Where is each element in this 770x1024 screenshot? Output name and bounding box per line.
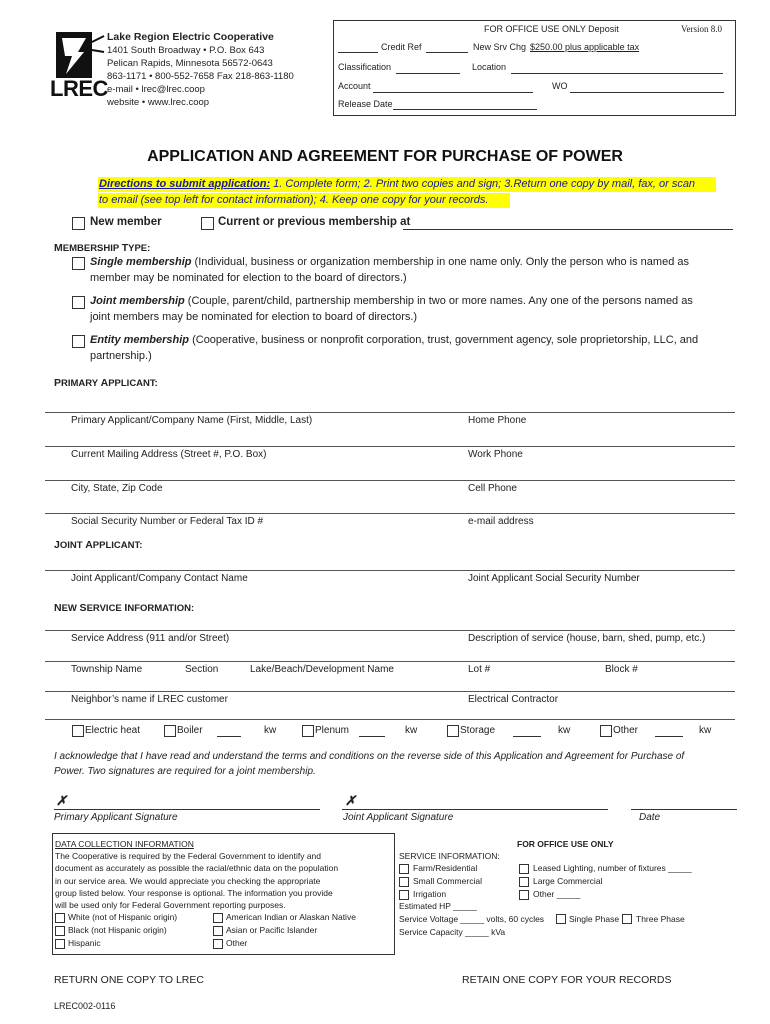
office-use-box <box>333 20 736 116</box>
release-date-label: Release Date <box>338 99 393 109</box>
plenum-label: Plenum <box>315 725 349 736</box>
storage-label: Storage <box>460 725 496 736</box>
service-voltage-label: Service Voltage _____ volts, 60 cycles <box>399 914 545 924</box>
joint-membership-line1: Joint membership (Couple, parent/child, partnership membership in two or more names. Any one of the persons named as <box>90 295 693 307</box>
date-line[interactable] <box>631 809 737 810</box>
entity-membership-line2: partnership.) <box>90 350 152 362</box>
retain-copy-label: RETAIN ONE COPY FOR YOUR RECORDS <box>462 974 672 986</box>
home-phone-label: Home Phone <box>468 415 527 426</box>
primary-name-label: Primary Applicant/Company Name (First, Middle, Last) <box>71 415 313 426</box>
boiler-kw: kw <box>264 725 277 736</box>
dc-text-3: in our service area. We would appreciate you checking the appropriate <box>55 876 321 886</box>
page-title: APPLICATION AND AGREEMENT FOR PURCHASE OF POWER <box>147 148 623 165</box>
mailing-address-label: Current Mailing Address (Street #, P.O. Box) <box>71 449 267 460</box>
current-membership-label: Current or previous membership at <box>218 216 411 228</box>
org-name: Lake Region Electric Cooperative <box>107 31 274 43</box>
acknowledge-line2: Power. Two signatures are required for a joint membership. <box>54 766 316 777</box>
org-email: e-mail • lrec@lrec.coop <box>107 84 205 95</box>
office-bottom-heading: FOR OFFICE USE ONLY <box>517 839 614 849</box>
other-kw: kw <box>699 725 712 736</box>
service-info-label: SERVICE INFORMATION: <box>399 851 500 861</box>
office-other-checkbox[interactable] <box>519 890 529 900</box>
single-phase-label: Single Phase <box>569 914 620 924</box>
joint-ssn-label: Joint Applicant Social Security Number <box>468 573 640 584</box>
three-phase-label: Three Phase <box>636 914 685 924</box>
farm-label: Farm/Residential <box>413 863 478 873</box>
new-srv-chg-value: $250.00 plus applicable tax <box>530 42 640 52</box>
other-heat-label: Other <box>613 725 639 736</box>
email-label: e-mail address <box>468 516 534 527</box>
small-comm-checkbox[interactable] <box>399 877 409 887</box>
dc-text-4: group listed below. Your response is optional. The information you provide <box>55 888 333 898</box>
cell-phone-label: Cell Phone <box>468 483 517 494</box>
dc-text-5: will be used only for Federal Government reporting purposes. <box>55 900 286 910</box>
ssn-label: Social Security Number or Federal Tax ID # <box>71 516 264 527</box>
amind-checkbox[interactable] <box>213 913 223 923</box>
large-comm-checkbox[interactable] <box>519 877 529 887</box>
black-checkbox[interactable] <box>55 926 65 936</box>
neighbor-label: Neighbor’s name if LREC customer <box>71 694 228 705</box>
small-comm-label: Small Commercial <box>413 876 482 886</box>
plenum-checkbox[interactable] <box>302 725 314 737</box>
joint-x-mark: ✗ <box>345 793 356 808</box>
primary-signature-label: Primary Applicant Signature <box>54 812 178 823</box>
office-use-title: FOR OFFICE USE ONLY Deposit <box>484 24 619 34</box>
office-other-label: Other _____ <box>533 889 581 899</box>
new-member-label: New member <box>90 216 162 228</box>
lot-label: Lot # <box>468 664 491 675</box>
service-capacity-label: Service Capacity _____ kVa <box>399 927 506 937</box>
primary-x-mark: ✗ <box>56 793 67 808</box>
current-membership-line[interactable] <box>403 229 733 230</box>
org-phones: 863-1171 • 800-552-7658 Fax 218-863-1180 <box>107 71 294 82</box>
asian-checkbox[interactable] <box>213 926 223 936</box>
directions-line1: 1. Complete form; 2. Print two copies and sign; 3.Return one copy by mail, fax, or scan <box>270 178 696 190</box>
classification-label: Classification <box>338 62 392 72</box>
electric-heat-checkbox[interactable] <box>72 725 84 737</box>
white-checkbox[interactable] <box>55 913 65 923</box>
amind-label: American Indian or Alaskan Native <box>226 912 356 922</box>
service-address-label: Service Address (911 and/or Street) <box>71 633 230 644</box>
dc-text-1: The Cooperative is required by the Federal Government to identify and <box>55 851 322 861</box>
city-state-zip-label: City, State, Zip Code <box>71 483 163 494</box>
membership-type-heading: MEMBERSHIP TYPE: <box>54 242 151 254</box>
return-copy-label: RETURN ONE COPY TO LREC <box>54 974 204 986</box>
three-phase-checkbox[interactable] <box>622 914 632 924</box>
leased-lighting-checkbox[interactable] <box>519 864 529 874</box>
electric-heat-label: Electric heat <box>85 725 141 736</box>
entity-membership-line1: Entity membership (Cooperative, business or nonprofit corporation, trust, government agency, sole proprietorship, LLC, and <box>90 334 699 346</box>
contractor-label: Electrical Contractor <box>468 694 559 705</box>
plenum-kw: kw <box>405 725 418 736</box>
storage-kw: kw <box>558 725 571 736</box>
single-membership-checkbox[interactable] <box>72 257 85 270</box>
joint-applicant-heading: JOINT APPLICANT: <box>54 539 143 551</box>
location-label: Location <box>472 62 507 72</box>
org-website: website • www.lrec.coop <box>107 97 210 108</box>
directions-text-1 <box>99 178 695 190</box>
joint-signature-label: Joint Applicant Signature <box>343 812 454 823</box>
boiler-label: Boiler <box>177 725 203 736</box>
other-heat-checkbox[interactable] <box>600 725 612 737</box>
section-label: Section <box>185 664 219 675</box>
joint-name-label: Joint Applicant/Company Contact Name <box>71 573 248 584</box>
directions-line2: to email (see top left for contact information); 4. Keep one copy for your records. <box>99 194 489 206</box>
storage-checkbox[interactable] <box>447 725 459 737</box>
block-label: Block # <box>605 664 638 675</box>
org-address1: 1401 South Broadway • P.O. Box 643 <box>107 45 265 56</box>
township-label: Township Name <box>71 664 143 675</box>
date-label: Date <box>639 812 661 823</box>
lake-label: Lake/Beach/Development Name <box>250 664 394 675</box>
asian-label: Asian or Pacific Islander <box>226 925 318 935</box>
entity-membership-checkbox[interactable] <box>72 335 85 348</box>
acknowledge-line1: I acknowledge that I have read and understand the terms and conditions on the reverse side of this Application and Agreement for Purchase of <box>54 751 685 762</box>
new-member-checkbox[interactable] <box>72 217 85 230</box>
joint-signature-line[interactable] <box>342 809 608 810</box>
joint-membership-line2: joint members may be nominated for election to board of directors.) <box>90 311 418 323</box>
other-race-label: Other <box>226 938 248 948</box>
boiler-checkbox[interactable] <box>164 725 176 737</box>
credit-ref-label: Credit Ref <box>381 42 422 52</box>
irrigation-checkbox[interactable] <box>399 890 409 900</box>
joint-membership-checkbox[interactable] <box>72 296 85 309</box>
data-collection-heading: DATA COLLECTION INFORMATION <box>55 839 194 849</box>
new-service-heading: NEW SERVICE INFORMATION: <box>54 602 195 614</box>
est-hp-label: Estimated HP _____ <box>399 901 477 911</box>
other-race-checkbox[interactable] <box>213 939 223 949</box>
dc-text-2: document as accurately as possible the racial/ethnic data on the population <box>55 863 339 873</box>
service-description-label: Description of service (house, barn, shed, pump, etc.) <box>468 633 706 644</box>
hispanic-label: Hispanic <box>68 938 101 948</box>
new-srv-chg-label: New Srv Chg <box>473 42 527 52</box>
hispanic-checkbox[interactable] <box>55 939 65 949</box>
black-label: Black (not Hispanic origin) <box>68 925 167 935</box>
account-label: Account <box>338 81 371 91</box>
org-address2: Pelican Rapids, Minnesota 56572-0643 <box>107 58 273 69</box>
large-comm-label: Large Commercial <box>533 876 603 886</box>
farm-checkbox[interactable] <box>399 864 409 874</box>
primary-signature-line[interactable] <box>54 809 320 810</box>
irrigation-label: Irrigation <box>413 889 447 899</box>
work-phone-label: Work Phone <box>468 449 523 460</box>
wo-label: WO <box>552 81 568 91</box>
primary-applicant-heading: PRIMARY APPLICANT: <box>54 377 158 389</box>
single-phase-checkbox[interactable] <box>556 914 566 924</box>
directions-label: Directions to submit application: <box>99 178 271 190</box>
current-membership-checkbox[interactable] <box>201 217 214 230</box>
leased-lighting-label: Leased Lighting, number of fixtures _____ <box>533 863 692 873</box>
version-label: Version 8.0 <box>681 24 722 34</box>
logo-text: LREC <box>50 76 108 101</box>
white-label: White (not of Hispanic origin) <box>68 912 178 922</box>
single-membership-line1: Single membership (Individual, business or organization membership in one name only. Only the person who is named as <box>90 256 689 268</box>
single-membership-line2: member may be nominated for election to the board of directors.) <box>90 272 407 284</box>
form-code: LREC002-0116 <box>54 1001 116 1011</box>
